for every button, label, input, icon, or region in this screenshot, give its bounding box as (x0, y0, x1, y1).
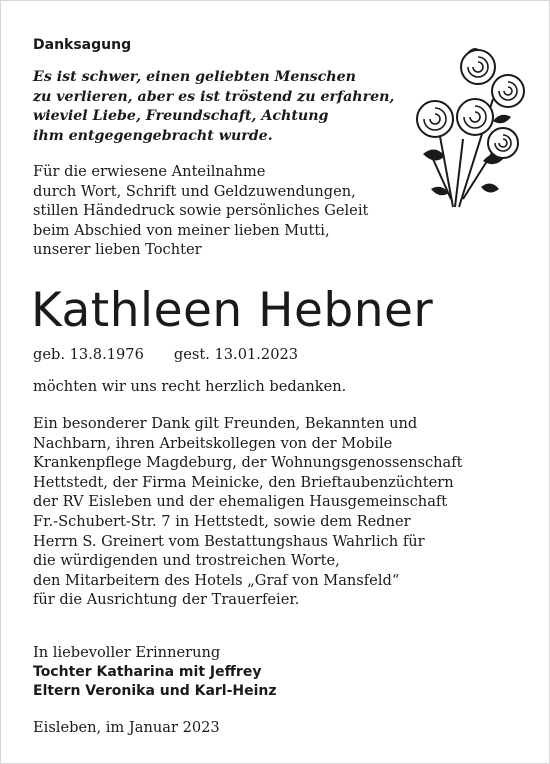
signature-line: Tochter Katharina mit Jeffrey (33, 663, 262, 680)
signature-block (33, 643, 277, 702)
intro-line: stillen Händedruck sowie persönliches Geleit (33, 202, 369, 219)
birth-date: geb. 13.8.1976 (33, 346, 144, 363)
body-line: Ein besonderer Dank gilt Freunden, Bekannten und (33, 415, 418, 432)
intro-line: beim Abschied von meiner lieben Mutti, (33, 221, 330, 239)
quote-line: Es ist schwer, einen geliebten Menschen (33, 69, 356, 85)
quote-line: zu verlieren, aber es ist tröstend zu erfahren, (33, 88, 395, 105)
body-line: Nachbarn, ihren Arbeitskollegen von der Mobile (33, 434, 393, 452)
body-line: Krankenpflege Magdeburg, der Wohnungsgenossenschaft (33, 454, 463, 472)
intro-block (33, 162, 368, 260)
acknowledgement-block (33, 414, 463, 610)
quote-line: wieviel Liebe, Freundschaft, Achtung (33, 108, 329, 124)
roses-illustration (393, 39, 533, 209)
death-date: gest. 13.01.2023 (173, 346, 299, 363)
body-line: die würdigenden und trostreichen Worte, (33, 552, 340, 570)
thanks-line: möchten wir uns recht herzlich bedanken. (33, 378, 347, 395)
place-date: Eisleben, im Januar 2023 (33, 719, 220, 736)
life-dates (33, 346, 298, 363)
quote-block (33, 68, 394, 146)
body-line: für die Ausrichtung der Trauerfeier. (33, 591, 300, 609)
body-line: den Mitarbeitern des Hotels „Graf von Mansfeld“ (33, 571, 400, 589)
intro-line: durch Wort, Schrift und Geldzuwendungen, (33, 182, 356, 200)
intro-line: unserer lieben Tochter (33, 241, 202, 258)
memory-line: In liebevoller Erinnerung (33, 644, 221, 661)
signature-line: Eltern Veronika und Karl-Heinz (33, 683, 277, 699)
notice-heading: Danksagung (33, 37, 132, 53)
quote-line: ihm entgegengebracht wurde. (33, 127, 273, 144)
intro-line: Für die erwiesene Anteilnahme (33, 163, 266, 180)
body-line: der RV Eisleben und der ehemaligen Hausgemeinschaft (33, 493, 448, 511)
body-line: Hettstedt, der Firma Meinicke, den Brieftaubenzüchtern (33, 473, 454, 491)
body-line: Fr.-Schubert-Str. 7 in Hettstedt, sowie dem Redner (33, 512, 411, 530)
deceased-name: Kathleen Hebner (31, 283, 434, 338)
body-line: Herrn S. Greinert vom Bestattungshaus Wahrlich für (33, 532, 425, 550)
